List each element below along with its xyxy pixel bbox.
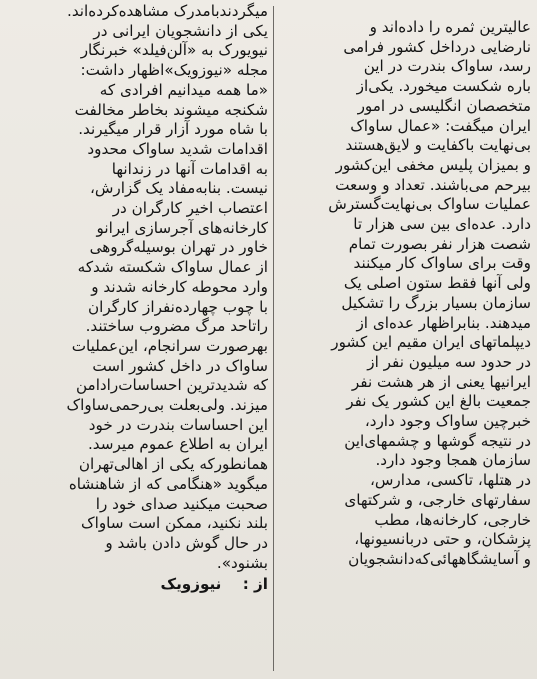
text-line: در حال گوش دادن باشد و — [105, 533, 268, 552]
text-line: بیرحم می‌باشند. تعداد و وسعت — [335, 175, 531, 194]
text-line: نیست. بنابه‌مفاد یک گزارش، — [89, 179, 268, 198]
text-line: متخصصان انگلیسی در امور — [357, 96, 531, 115]
text-line: خبرچین ساواک وجود دارد، — [364, 412, 531, 431]
text-line: رسد، ساواک بندرت در این — [363, 57, 531, 76]
text-line: بی‌نهایت باکفایت و لایق‌هستند — [345, 136, 531, 155]
left-column — [8, 2, 268, 675]
text-line: پزشکان، و حتی دربانسیونها، — [354, 530, 531, 549]
text-line: ساواک در داخل کشور است — [92, 356, 268, 375]
text-line: «ما همه میدانیم افرادی که — [99, 80, 268, 99]
text-line: از عمال ساواک شکسته شدکه — [77, 258, 268, 277]
text-line: دیپلماتهای ایران مقیم این کشور — [331, 333, 531, 352]
text-line: کارخانه‌های آجرسازی ایرانو — [96, 218, 268, 237]
text-line: راتاحد مرگ مضروب ساختند. — [85, 317, 268, 336]
text-line: دارد. عده‌ای بین سی هزار تا — [353, 215, 531, 234]
text-line: صحبت میکنید صدای خود را — [95, 494, 268, 513]
source-label: از : — [242, 575, 268, 594]
text-line: با شاه مورد آزار قرار میگیرند. — [78, 120, 268, 139]
text-line: که شدیدترین احساسات‌رادامن — [76, 376, 268, 395]
text-line: بشنود». — [216, 553, 268, 572]
text-line: ایران میگفت: «عمال ساواک — [350, 116, 531, 135]
text-line: در هتلها، تاکسی، مدارس، — [369, 471, 531, 490]
text-line: ایرانیها یعنی از هر هشت نفر — [351, 372, 531, 391]
text-line: خارجی، کارخانه‌ها، مطب — [374, 510, 531, 529]
text-line: سازمان بسیار بزرگ را تشکیل — [341, 293, 531, 312]
text-line: بلند نکنید، ممکن است ساواک — [81, 514, 268, 533]
text-line: در حدود سه میلیون نفر از — [367, 352, 531, 371]
text-line: بهرصورت سرانجام، این‌عملیات — [71, 336, 268, 355]
text-line: یکی از دانشجویان ایرانی در — [93, 21, 268, 40]
text-line: مجله «نیوزویک»اظهار داشت: — [80, 61, 268, 80]
text-line: عملیات ساواک بی‌نهایت‌گسترش — [328, 195, 531, 214]
source-name: نیوزویک — [160, 575, 222, 594]
text-line: با چوب چهارده‌نفراز کارگران — [88, 297, 268, 316]
text-line: همانطورکه یکی از اهالی‌تهران — [78, 455, 268, 474]
text-line: شصت هزار نفر بصورت تمام — [348, 234, 531, 253]
text-line: در نتیجه گوشها و چشمهای‌این — [344, 431, 531, 450]
text-line: میگوید «هنگامی که از شاهنشاه — [68, 474, 268, 493]
text-line: اقدامات شدید ساواک محدود — [87, 139, 268, 158]
text-line: این احساسات بندرت در خود — [88, 415, 268, 434]
text-line: به اقدامات آنها در زندانها — [111, 159, 268, 178]
text-line: اعتصاب اخیر کارگران در — [112, 199, 268, 218]
text-line: سفارتهای خارجی، و شرکتهای — [344, 490, 531, 509]
text-line: خاور در تهران بوسیله‌گروهی — [89, 238, 268, 257]
text-line: وارد محوطه کارخانه شدند و — [91, 277, 268, 296]
text-line: شکنجه میشوند بخاطر مخالفت — [74, 100, 268, 119]
source-credit — [8, 575, 268, 595]
text-line: وقت برای ساواک کار میکنند — [353, 254, 531, 273]
text-line: نارضایی درداخل کشور فرامی — [343, 37, 531, 56]
text-line: ایران به اطلاع عموم میرسد. — [87, 435, 268, 454]
text-line: عالیترین ثمره را داده‌اند و — [369, 18, 531, 36]
text-line: و آسایشگاههائی‌که‌دانشجویان — [348, 549, 531, 568]
text-line: سازمان همجا وجود دارد. — [375, 451, 531, 470]
text-line: میزند. ولی‌بعلت بی‌رحمی‌ساواک — [66, 396, 268, 415]
text-line: جمعیت بالغ این کشور یک نفر — [346, 392, 531, 411]
text-line: و بمیزان پلیس مخفی این‌کشور — [335, 155, 531, 174]
column-divider — [273, 6, 274, 671]
text-line: ولی آنها فقط ستون اصلی یک — [343, 274, 531, 293]
text-line: میگردندبامدرک مشاهده‌کرده‌اند. — [67, 2, 268, 20]
text-line: میدهند. بنابراظهار عده‌ای از — [356, 313, 531, 332]
text-line: باره شکست میخورد. یکی‌از — [356, 77, 531, 96]
right-column — [281, 2, 531, 675]
text-line: نیویورک به «آلن‌فیلد» خبرنگار — [80, 41, 268, 60]
